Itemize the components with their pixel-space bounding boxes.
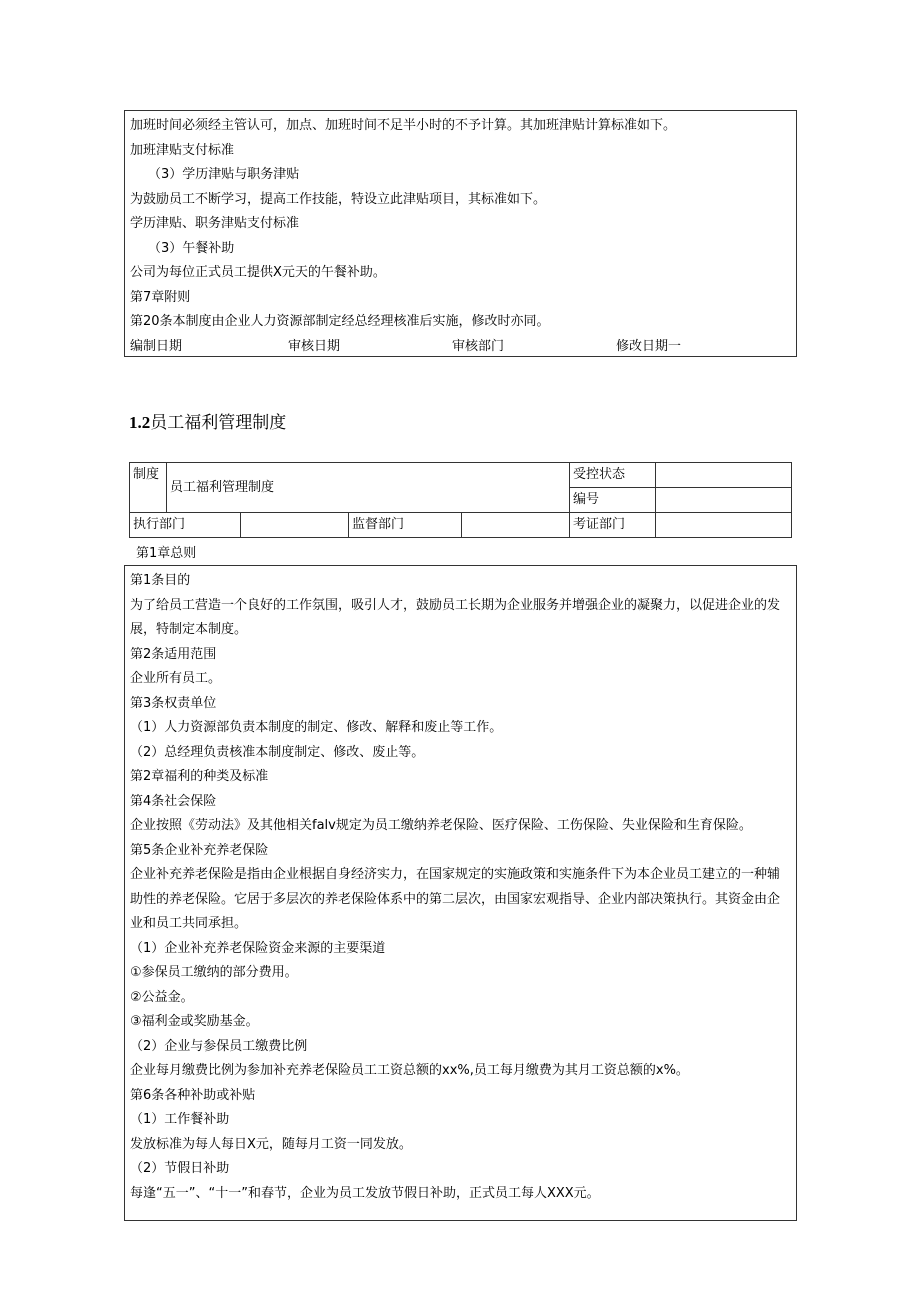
article6-item2: （2）节假日补助 xyxy=(130,1161,230,1176)
control-status-value[interactable] xyxy=(656,463,792,488)
system-label: 制度 xyxy=(130,463,167,513)
welfare-regulation-body xyxy=(124,565,797,1221)
article6-title: 第6条各种补助或补贴 xyxy=(130,1087,256,1103)
signature-row xyxy=(130,335,792,360)
article5-text: 企业补充养老保险是指由企业根据自身经济实力，在国家规定的实施政策和实施条件下为本企业员工建立的一种辅助性的养老保险。它居于多层次的养老保险体系中的第二层次，由国家宏观指导、企业内部决策执行。其资金由企业和员工共同承担。 xyxy=(130,867,781,931)
article5-title: 第5条企业补充养老保险 xyxy=(130,842,269,858)
number-value[interactable] xyxy=(656,488,792,513)
education-allowance-heading: （3）学历津贴与职务津贴 xyxy=(148,167,300,182)
article2-text: 企业所有员工。 xyxy=(130,671,222,686)
review-date-label: 审核日期 xyxy=(288,338,341,354)
article4-title: 第4条社会保险 xyxy=(130,793,217,809)
article5-item1-c: ③福利金或奖励基金。 xyxy=(130,1014,259,1029)
overtime-allowance-standard: 加班津贴支付标准 xyxy=(130,142,235,158)
article5-item1: （1）企业补充养老保险资金来源的主要渠道 xyxy=(130,940,386,956)
education-allowance-standard: 学历津贴、职务津贴支付标准 xyxy=(130,216,300,231)
review-dept-label: 审核部门 xyxy=(452,338,505,354)
number-label: 编号 xyxy=(570,488,656,513)
article6-item1: （1）工作餐补助 xyxy=(130,1112,230,1127)
supervise-dept-value[interactable] xyxy=(462,513,570,538)
section-title: 员工福利管理制度 xyxy=(150,413,287,433)
audit-dept-label: 考证部门 xyxy=(570,513,656,538)
exec-dept-label: 执行部门 xyxy=(130,513,241,538)
article5-item2-text: 企业每月缴费比例为参加补充养老保险员工工资总额的xx%,员工每月缴费为其月工资总额的x%。 xyxy=(130,1063,689,1078)
article6-item2-text: 每逢“五一”、“十一”和春节，企业为员工发放节假日补助，正式员工每人XXX元。 xyxy=(130,1185,600,1201)
article3-item1: （1）人力资源部负责本制度的制定、修改、解释和废止等工作。 xyxy=(130,720,503,735)
compile-date-label: 编制日期 xyxy=(130,338,183,354)
previous-section-box xyxy=(124,110,797,357)
article5-item1-a: ①参保员工缴纳的部分费用。 xyxy=(130,965,298,980)
article6-item1-text: 发放标准为每人每日X元，随每月工资一同发放。 xyxy=(130,1136,412,1152)
education-allowance-text: 为鼓励员工不断学习，提高工作技能，特设立此津贴项目，其标准如下。 xyxy=(130,191,547,207)
article3-item2: （2）总经理负责核准本制度制定、修改、废止等。 xyxy=(130,744,425,760)
supervise-dept-label: 监督部门 xyxy=(349,513,462,538)
chapter1-title: 第1章总则 xyxy=(136,546,197,561)
audit-dept-value[interactable] xyxy=(656,513,792,538)
article1-text: 为了给员工营造一个良好的工作氛围，吸引人才，鼓励员工长期为企业服务并增强企业的凝聚力，以促进企业的发展，特制定本制度。 xyxy=(130,597,781,637)
document-meta-table xyxy=(129,462,792,538)
lunch-subsidy-heading: （3）午餐补助 xyxy=(148,240,235,256)
article3-title: 第3条权责单位 xyxy=(130,695,217,711)
section-heading xyxy=(129,408,286,433)
chapter7-title: 第7章附则 xyxy=(130,289,191,305)
chapter2-title: 第2章福利的种类及标准 xyxy=(130,769,269,784)
article5-item2: （2）企业与参保员工缴费比例 xyxy=(130,1038,308,1054)
overtime-rule-text: 加班时间必须经主管认可，加点、加班时间不足半小时的不予计算。其加班津贴计算标准如下。 xyxy=(130,118,677,133)
article5-item1-b: ②公益金。 xyxy=(130,989,194,1005)
control-status-label: 受控状态 xyxy=(570,463,656,488)
article20-text: 第20条本制度由企业人力资源部制定经总经理核准后实施，修改时亦同。 xyxy=(130,314,550,329)
article4-text: 企业按照《劳动法》及其他相关falv规定为员工缴纳养老保险、医疗保险、工伤保险、失业保险和生育保险。 xyxy=(130,818,752,833)
article1-title: 第1条目的 xyxy=(130,573,191,588)
modify-date-label: 修改日期一 xyxy=(616,338,682,354)
section-number: 1.2 xyxy=(129,413,151,432)
lunch-subsidy-text: 公司为每位正式员工提供X元天的午餐补助。 xyxy=(130,265,386,280)
system-name: 员工福利管理制度 xyxy=(167,463,570,513)
article2-title: 第2条适用范围 xyxy=(130,646,217,662)
exec-dept-value[interactable] xyxy=(241,513,349,538)
